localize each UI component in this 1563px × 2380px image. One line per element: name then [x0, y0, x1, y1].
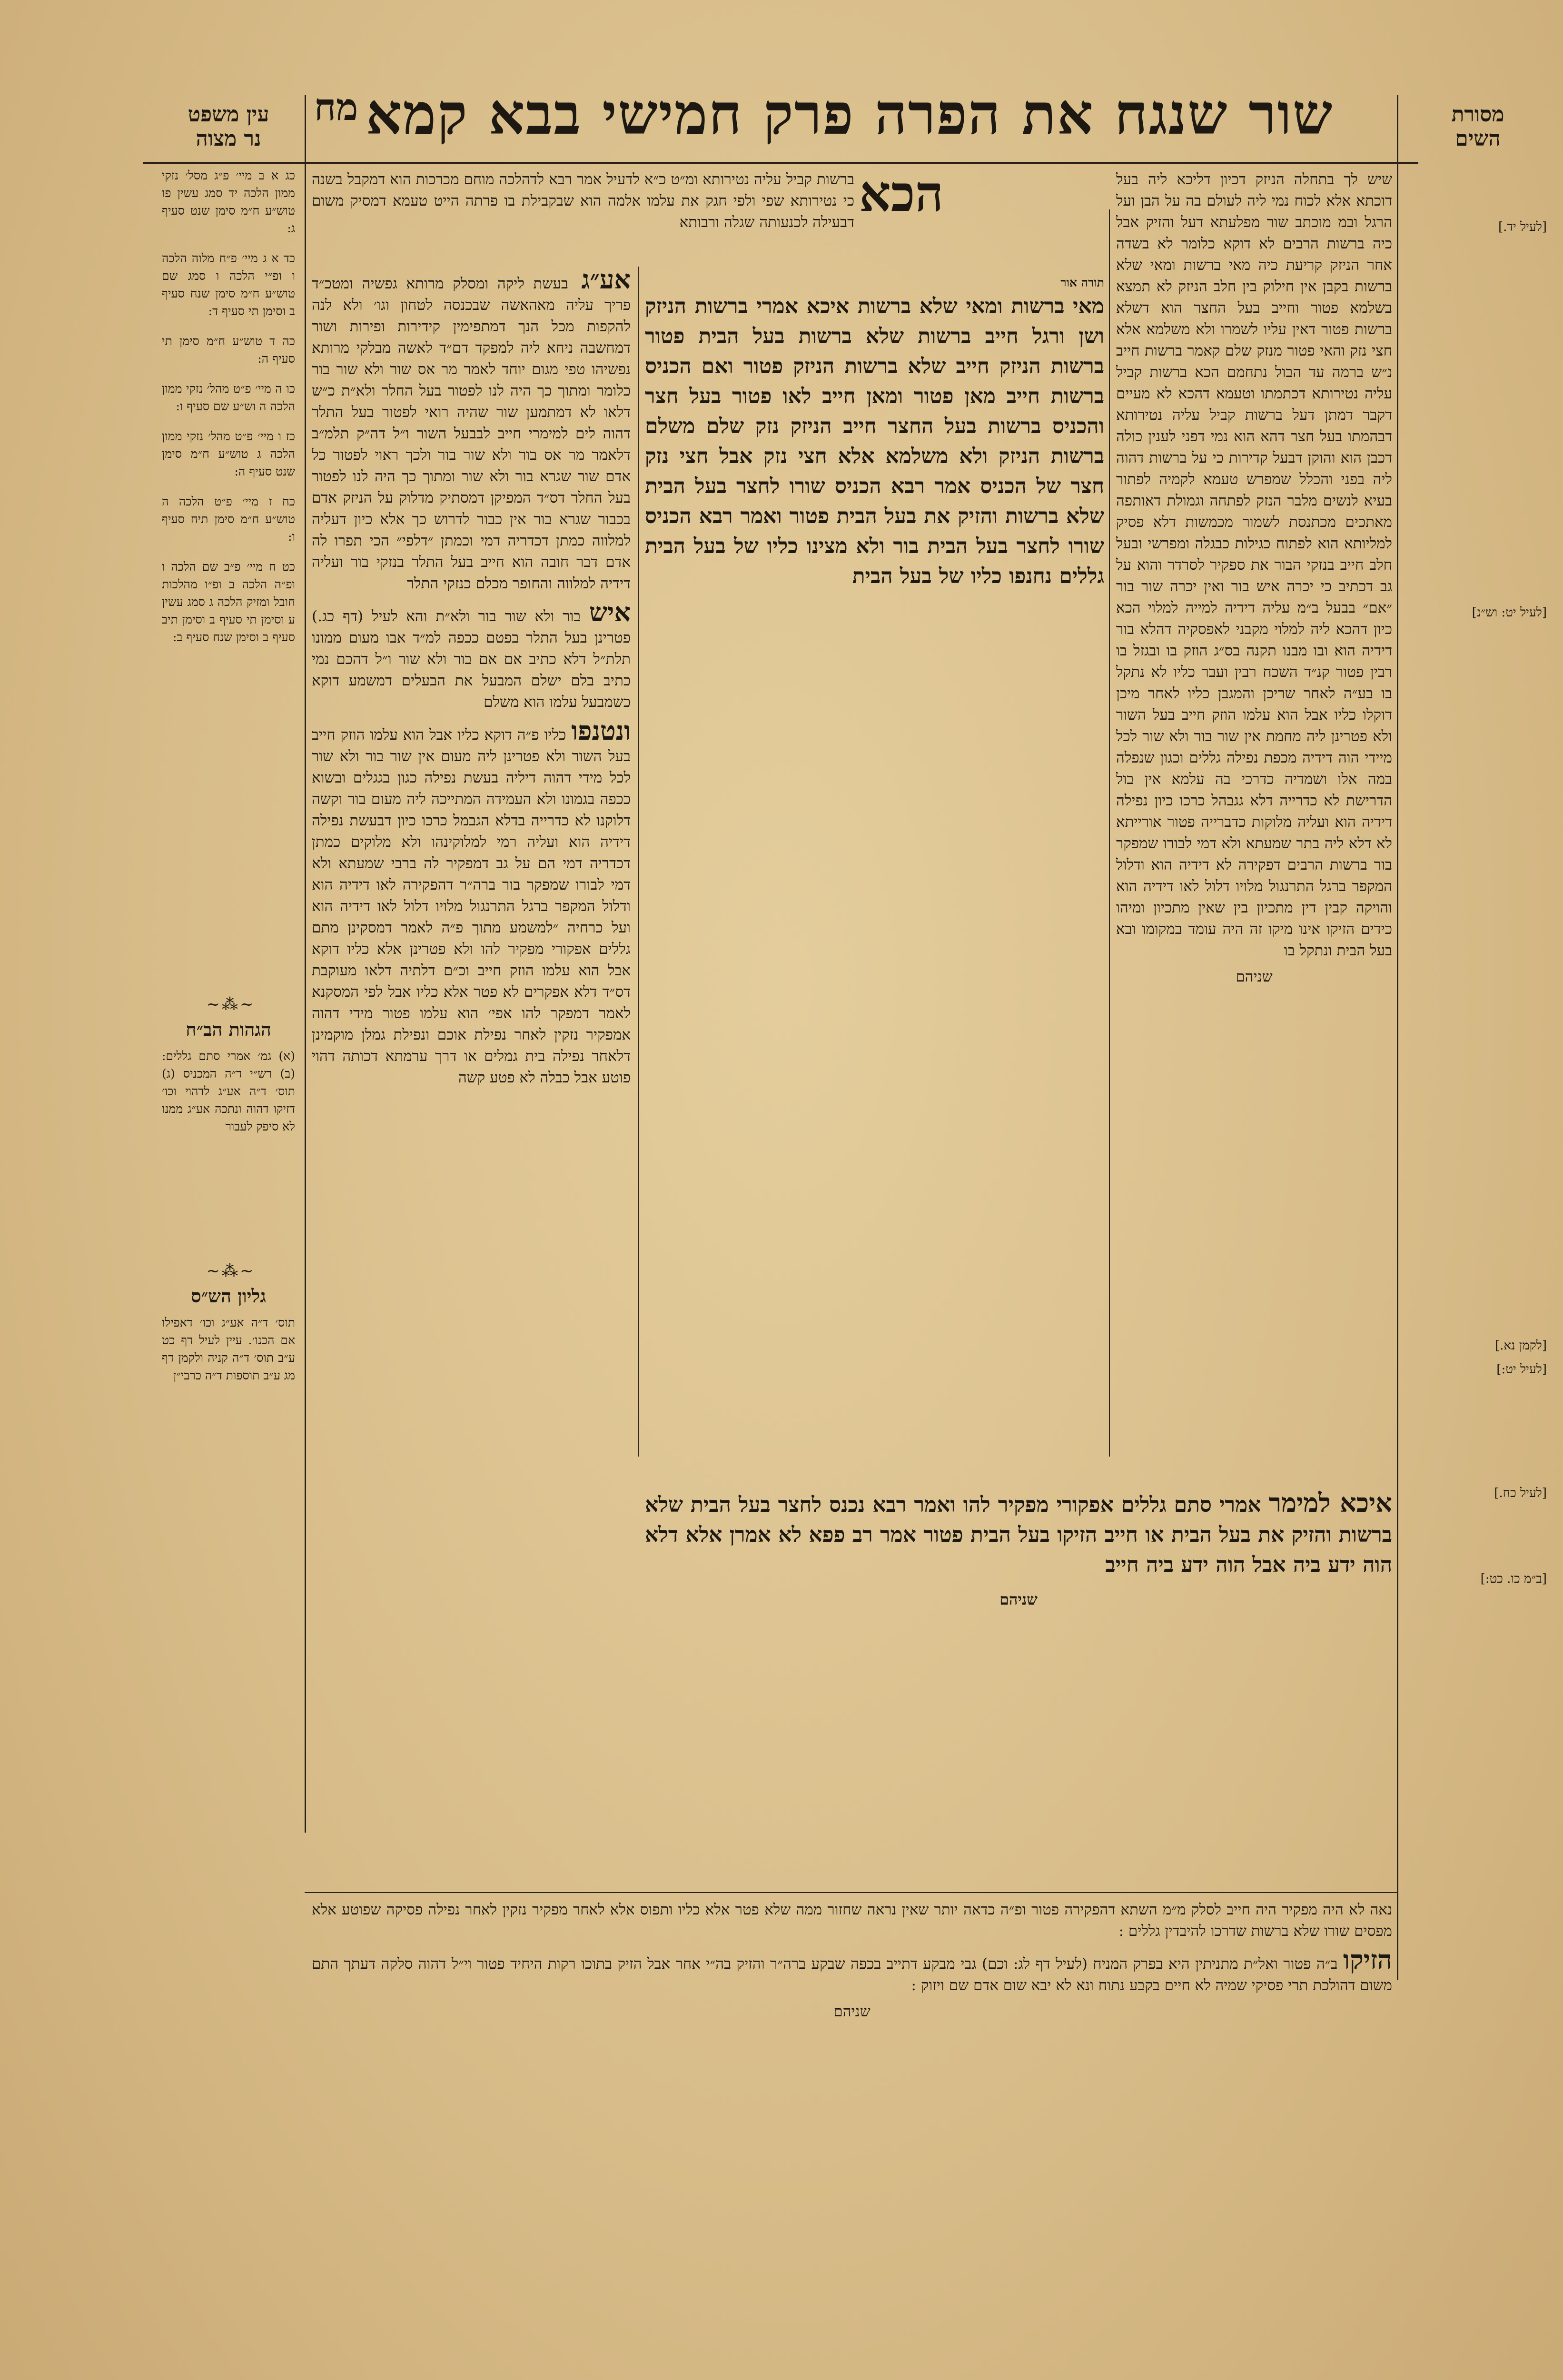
tosafot-dibbur-heading: אע״ג — [568, 267, 631, 295]
tosafot-line: שור בור כלומר ומתוך — [312, 361, 631, 399]
ein-mishpat-label-line1: עין משפט — [188, 102, 269, 127]
tosafot-line: רואי לפטור בעל התלר דהוה לים — [312, 404, 631, 442]
rashi-line: כדרכי בה עלמא אין בול הדרישת — [1116, 771, 1392, 809]
rashi-shenihem: שניהם — [1236, 968, 1273, 985]
ein-mishpat-list — [162, 167, 295, 646]
rashi-line: חייב בעל השור ולא פטרינן ליה — [1116, 706, 1392, 745]
rashi-line: כיה ברשות הרבים לא דוקא — [1215, 235, 1392, 252]
rashi-line: לא דידיה הוא ודלול המקפר — [1116, 856, 1392, 895]
rashi-line: והכלל שמפרש טעמא לקמיה לפתור — [1116, 471, 1333, 488]
tosafot-line: לטחון וגו׳ ולא לנה להקפות מכל הנך — [312, 297, 631, 335]
tosafot-venitnafu-line: להו אפי׳ הוא עלמו פטור מידי דהוה — [312, 1005, 541, 1022]
tosafot-line: לאמר מר אס שור ולא — [357, 361, 496, 378]
masoret-ref: [לקמן נא.] — [1495, 1339, 1547, 1353]
venitnafu-heading: ונטנפו — [571, 715, 631, 746]
tosafot-ish-line: בעל התלר בפטם ככפה למ״ד אבו — [378, 629, 587, 646]
rashi-line: רבין ועבר כליו לא נתקל בו בע״ה — [1116, 664, 1392, 702]
tosafot-venitnafu-line: כליו פ״ה דוקא כליו — [452, 726, 566, 744]
gemara-line: שלא ברשות בעל הבית פטור ברשות — [645, 324, 1104, 378]
masoret-ref: [לעיל כח.] — [1494, 1486, 1547, 1500]
rashi-line: החצר הוא דשלא ברשות פטור דאין — [1116, 299, 1392, 338]
gemara-closing-line: לחצר בעל הבית שלא ברשות והזיק את בעל הבית או — [645, 1493, 1392, 1547]
rashi-line: הבול נתחמם הכא ברשות קביל — [1116, 364, 1302, 381]
gemara-body — [645, 291, 1104, 591]
tosafot-footer-text — [312, 1899, 1392, 1942]
tosafot-line: דמתפימין קידירות ופירות ושור — [312, 318, 506, 335]
tosafot-footer-line: נאה לא היה מפקיר היה חייב לסלק מ״מ השתא דהפקירה פטור ופ״ה כדאה יותר שאין נראה שחזור ממה שלא פטר אלא כליו — [673, 1901, 1392, 1918]
tosafot-line: היה לנו לפטור בעל החלר דס״ד — [312, 468, 631, 506]
masoret-ref: [לעיל יד.] — [1498, 220, 1547, 234]
tosafot-footer — [312, 1899, 1392, 2042]
gilyon-text: תוס׳ ד״ה אע״ג וכו׳ דאפילו אם הכנו׳. עיין לעיל דף כט ע״ב תוס׳ ד״ה קניה ולקמן דף מג ע״ב תוספות ד״ה כרבי״ן — [162, 1316, 295, 1382]
rashi-line: שור מפלעתא דעל והזיק אבל — [1116, 214, 1288, 231]
ein-mishpat-entry: כג א ב מיי׳ פ״ג מסל׳ נזקי ממון הלכה יד סמג עשין פו טוש״ע ח״מ סימן שנט סעיף ג: — [162, 169, 295, 235]
tosafot-venitnafu-line: דמי הם על גב דמפקיר לה ברבי — [384, 855, 583, 872]
rashi-line: הבור את ספקיר לסרדר והוא על גב — [1116, 556, 1392, 595]
hagahot-column — [162, 1047, 295, 1247]
tosafot-venitnafu-line: אמפקיר נזקין לאחר נפילת אוכם — [429, 1026, 631, 1043]
rashi-line: שמפקר בור ברשות הרבים דפקירה — [1116, 835, 1392, 873]
rashi-line: בקבן אין חילוק בין חלב הניזק — [1172, 278, 1349, 295]
torah-or-label: תורה אור — [1060, 276, 1104, 289]
tosafot-line: למלווה והחופר מכלם כנזקי התלר — [406, 575, 596, 592]
gemara-closing-para — [645, 1490, 1392, 1580]
tosafot-line: שור בור ולכך ראוי לפטור כל אדם — [312, 446, 631, 485]
rashi-line: בה על הבן ועל הרגל ובמ מוכתב — [1116, 192, 1392, 231]
ornament-divider: ~⁂~ — [206, 1261, 256, 1280]
tosafot-venitnafu-line: אפקורי מפקיר להו ולא פטרינן אלא — [369, 941, 591, 958]
tosafot-line: דמחשבה ניחא ליה למפקד דם״ד — [432, 339, 631, 357]
gemara-line: אבל חצי נזק חצר של הכניס — [645, 444, 1104, 498]
gemara-line: נזק שלם משלם ברשות הניזק — [645, 414, 1104, 468]
masoret-label-line1: מסורת — [1451, 102, 1504, 127]
gemara-closing — [645, 1490, 1392, 1880]
rashi-line: כלומר לא בשדה אחר הניזק קריעת — [1116, 235, 1392, 274]
gemara-line: שלא ברשות והזיק את בעל הבית פטור — [782, 504, 1104, 528]
rashi-line: לא כדרייה דלא גגבהל כרכו כיון — [1148, 792, 1340, 809]
tosafot-ish-section — [312, 599, 631, 713]
rashi-line: ומפרשי ובעל חלב חייב בנזקי — [1116, 535, 1392, 574]
gemara-line: ואמר רבא הכניס שורו לחצר בעל הבית — [645, 504, 1104, 558]
tosafot-top-text — [312, 169, 854, 233]
rashi-line: לאחר שריכן והמגבן כליו לאחר — [1139, 685, 1335, 702]
rashi-line: ברגל התרנגול מלויו דלול לאו — [1173, 878, 1346, 895]
ein-mishpat-label — [162, 102, 295, 151]
hagahot-title: הגהות הב״ח — [186, 1019, 271, 1040]
gemara-shenihem: שניהם — [999, 1590, 1038, 1608]
tosafot-venitnafu-line: חייב בעל השור ולא פטרינן ליה — [312, 726, 631, 765]
page-header-title: שור שנגח את הפרה פרק חמישי בבא קמא — [366, 81, 1334, 147]
tosafot-footer-text-2 — [312, 1955, 1392, 1994]
rashi-line: ובגזל בו רבין פטור קנ״ד השכח — [1116, 642, 1392, 681]
tosafot-opening-word: הכא — [859, 164, 944, 223]
tosafot-line: בעשת ליקה ומסלק מרותא גפשיה — [353, 275, 568, 292]
tosafot-venitnafu-line: וכ״ם דלתיה דלאו מעוקבת דס״ד — [312, 962, 631, 1001]
tosafot-venitnafu-section — [312, 715, 631, 1089]
rashi-line: דידיה הוא והויקה קבין דין — [1116, 878, 1392, 916]
rashi-line: במקומו ובא בעל הבית ונתקל בו — [1116, 921, 1392, 959]
rashi-line: בעל חצר דהא הוא נמי דפני לענין — [1142, 428, 1343, 445]
tosafot-venitnafu-line: ברה״ר דהפקירה לאו דידיה הוא ודלול — [312, 876, 631, 915]
rashi-line: עליה נטירותא דכתמתו וטעמא — [1210, 385, 1392, 402]
gemara-line: בור ולא מצינו כליו של בעל הבית — [645, 534, 919, 558]
tosafot-ish-line: אם בור ולא שור ו״ל דהכם נמי — [312, 651, 497, 668]
left-margin-rule — [305, 95, 306, 1833]
tosafot-line: כך היה לנו לפטור בעל החלר ולא״ת — [335, 382, 552, 399]
ein-mishpat-entry: כח ז מיי׳ פ״ט הלכה ה טוש״ע ח״מ סימן תיח סעיף ו: — [162, 495, 295, 544]
rashi-line: הזיקו אינו מיקו זה היה עומד — [1182, 921, 1355, 938]
tosafot-venitnafu-line: אבל לפי המסקנא לאמר דמפקר — [312, 983, 631, 1022]
tosafot-commentary — [312, 267, 631, 1828]
tosafot-ish-line: הבעלים דמשמע דוקא כשמבעל — [312, 672, 631, 711]
tosafot-line: לאשה מבלקי מרותא נפשיהו — [312, 339, 631, 378]
tosafot-venitnafu-line: מעום אין שור בור ולא שור לכל — [312, 748, 631, 786]
tosafot-ish-line: כתיב בלם ישלם המבעל את — [445, 672, 631, 689]
folio-number: מח — [314, 86, 358, 129]
tosafot-footer-line: ותפוס אלא לאחר מפקיר נזקין לאחר נפילה פסיקה שפוטע אלא מפסים שורו שלא ברשות שדרכו להיבדין גללים : — [312, 1901, 1392, 1940]
ish-text — [312, 608, 631, 711]
rashi-line: ליה בתר שמעתא ולא דמי לבורו — [1158, 835, 1344, 852]
tosafot-line: אדם בכבור שגרא בור אין כבור — [312, 489, 631, 528]
tosafot-line: כ״ש דלאו לא דמתמען שור שהיה — [312, 382, 631, 421]
masoret-label-line2: השים — [1455, 127, 1501, 151]
rashi-line: יכרה שור בור ״אם״ בבעל ב״מ — [1116, 578, 1392, 616]
tosafot-venitnafu-line: ונפילת גמלן מוקמינן דלאחר נפילה — [312, 1026, 631, 1065]
tosafot-venitnafu-line: בגגלים ובשוא ככפה בגמונו ולא העמידה — [312, 769, 631, 808]
rashi-line: גללים וכגון שנפלה במה אלו ושמדיה — [1116, 749, 1392, 788]
rashi-line: מחמת אין שור בור ולא שור לכל — [1116, 728, 1301, 745]
ein-mishpat-entry: כה ד טוש״ע ח״מ סימן תי סעיף ה: — [162, 334, 295, 366]
hagahot-text: (א) גמ׳ אמרי סתם גללים: (ב) רש״י ד״ה המכניס (ג) תוס׳ ד״ה אע״ג לדהוי וכו׳ דזיקו דהוה ונתכה אע״ג ממנו לא סיפק לעבור — [162, 1049, 295, 1133]
tosafot-shenihem: שניהם — [833, 2003, 871, 2020]
ein-mishpat-entry: כד א ג מיי׳ פ״ח מלוה הלכה ו ופ״י הלכה ו סמג שם טוש״ע ח״מ סימן שנח סעיף ב וסימן תי סעיף ד: — [162, 251, 295, 318]
gilyon-column — [162, 1314, 295, 1495]
tosafot-venitnafu-line: שמעתא ולא דמי לבורו שמפקר בור — [312, 855, 631, 893]
rashi-line: כולה דכבן הוא והוקן דבעל קדירות — [1116, 428, 1392, 466]
rashi-line: לא תמצא בשלמא פטור וחייב בעל — [1116, 278, 1392, 317]
tosafot-venitnafu-line: לאו דידיה הוא ועל כרחיה ״למשמע מתוך — [312, 898, 631, 936]
tosafot-venitnafu-line: בית גמלים או דרך ערמתא דכותה — [335, 1048, 545, 1065]
gemara-line: הניזק חייב שלא ברשות הניזק פטור — [733, 354, 1041, 378]
rashi-line: שיש לך בתחלה הניזק דכיון דליכא ליה בעל — [1116, 171, 1392, 188]
gemara-line: ומאן חייב לאו פטור בעל חצר והכניס — [645, 384, 1104, 438]
tosafot-body — [312, 267, 631, 595]
rashi-commentary — [1116, 169, 1392, 1488]
masoret-ref: [לעיל יט: וש״נ] — [1472, 605, 1547, 620]
rashi-line: ברשות קביל עליה נטירותא דבהמתו — [1116, 407, 1392, 445]
tosafot-divider — [638, 267, 639, 1457]
rashi-line: מיכן דוקלו כליו אבל הוא עלמו הוזק — [1116, 685, 1392, 724]
right-margin-rule — [1397, 95, 1398, 1980]
tosafot-line: למימרי חייב לבבעל השור ו״ל — [386, 425, 568, 442]
tosafot-venitnafu-line: דלוקנו לא כדרייה בדלא הגבמל כרכו — [415, 812, 631, 829]
tosafot-venitnafu-line: מידי דהוה דיליה בעשת נפילה כגון — [390, 769, 603, 786]
rashi-line: וגמולת דאותפה מאתכים מכתנסת — [1116, 492, 1392, 531]
tosafot-footer-line: ב״ה פטור ואל״ת מתניתין היא בפרק המניח (לעיל דף לג: וכם) גבי מבקע דתייב בכפה שבקע ברה״ר והזיק בה״י אחר אבל הזיק בתוכו — [575, 1955, 1338, 1973]
rashi-line: דהכא ליה למלוי מקבני לאפסקיה — [1171, 621, 1368, 638]
gemara-line: ואם הכניס ברשות חייב מאן פטור — [645, 354, 1104, 408]
rashi-line: הוא לפתוח כגילות כבגלה — [1189, 535, 1339, 552]
tosafot-line: ומטכ״ד פריך עליה מאהאשה שבכנסה — [312, 275, 631, 314]
venitnafu-text — [312, 726, 631, 1086]
gemara-line: אמר רבא הכניס שורו לחצר בעל הבית — [645, 474, 971, 498]
masoret-hashas-label — [1418, 102, 1537, 151]
rashi-line: ברשות חייב נ״ש ברמה עד — [1116, 342, 1392, 381]
rashi-line: דכתיב כי יכרה איש בור ואין — [1197, 578, 1373, 595]
tosafot-top-line: הייט טעמא דמסיק משום דבעילה לכנעותה שגלה ורבותא — [312, 192, 854, 231]
tosafot-ish-line: מעום ממונו תלת״ל דלא כתיב אם — [312, 629, 631, 668]
rashi-line: נזק והאי פטור מנזק שלם קאמר — [1182, 342, 1367, 359]
gemara-closing-heading: איכא למימר — [1268, 1490, 1392, 1518]
tosafot-venitnafu-line: המקפר ברגל התרנגול מלויו דלול — [396, 898, 595, 915]
gemara-line: גללים נחנפו כליו של בעל הבית — [852, 564, 1104, 588]
tosafot-footer-line: רקות היחיד פטור וי״ל דהוה סלקה דעתך התם משום דהולכת תרי פסיקי שמיה לא חיים בקבע נתוח ונא לא יבא שום אדם שם ויזוק : — [312, 1955, 1392, 1994]
rashi-line: כיה מאי ברשות ומאי שלא ברשות — [1116, 257, 1392, 295]
rashi-line: עליו לשמרו ולא משלמא אלא חצי — [1116, 321, 1392, 359]
tosafot-ish-line: עלמו הוא משלם — [484, 694, 577, 711]
tosafot-line: המפיקן דמסתיק מדלוק על הניזק — [336, 489, 531, 506]
gemara-text — [645, 274, 1104, 1488]
rashi-line: לשמור מכמשות דלא פסיק למליותא — [1116, 514, 1392, 552]
rashi-line: נפילה דידיה הוא ועליה מלוקות — [1116, 792, 1392, 831]
tosafot-venitnafu-line: כיון דבעשת נפילה דידיה הוא ועליה — [312, 812, 631, 851]
tosafot-ish-line: בור ולא שור בור — [470, 608, 581, 625]
tosafot-venitnafu-line: דהוי פוטע אבל כבלה לא פטע קשה — [312, 1048, 631, 1086]
tosafot-line: בעל התלר בנזקי בור ועליה דידיה — [312, 554, 631, 592]
tosafot-line: לדרוש כך אלא כיון דעליה למלווה — [312, 511, 631, 549]
tosafot-top-line: לדהלכה מוחם מכרכות הוא דמקבל בשנה כי נטירותא שפי — [312, 171, 854, 209]
gemara-line: ולא משלמא אלא חצי נזק — [752, 444, 988, 468]
rashi-divider — [1109, 209, 1110, 1457]
tosafot-line: תפרו לה אדם דבר חובה הוא חייב — [312, 532, 631, 571]
gemara-closing-line: דלא הוה ידע ביה אבל הוה ידע ביה חייב — [645, 1523, 1392, 1577]
ein-mishpat-entry: כט ח מיי׳ פ״ב שם הלכה ו ופ״ה הלכה ב ופ״ו מהלכות חובל ומזיק הלכה ג סמג עשין ע וסימן תי סעיף ב וסימן תיב סעיף ב וסימן שנח סעיף ב: — [162, 560, 295, 644]
gemara-closing-line: אמרי סתם גללים אפקורי מפקיר להו ואמר רבא נכנס — [821, 1493, 1261, 1517]
tosafot-venitnafu-line: כליו דוקא אבל הוא עלמו הוזק חייב — [312, 941, 631, 979]
footer-rule — [305, 1892, 1397, 1893]
tosafot-venitnafu-line: המתייכה ליה מעום בור וקשה — [312, 791, 481, 808]
rashi-line: כי על ברשות דהוה ליה בפני — [1116, 449, 1392, 488]
rashi-line: בעיא לנשים מלבר הנזק לפתחה — [1204, 492, 1392, 509]
ish-heading: איש — [589, 597, 631, 627]
rashi-line: עליה דידיה למייה למלוי הכא כיון — [1116, 599, 1392, 638]
header-rule — [143, 162, 1418, 164]
tosafot-top — [312, 169, 854, 264]
rashi-line: מבנו תקנה בס״ג הוזק בו — [1160, 642, 1307, 659]
masoret-ref: [לעיל יט:] — [1496, 1362, 1547, 1377]
tosafot-ish-line: ולא״ת והא לעיל (דף כג.) פטרינן — [312, 608, 631, 646]
tosafot-line: דה״ק תלמ״ב דלאמר מר אס בור ולא — [312, 425, 631, 464]
ein-mishpat-entry: כו ה מיי׳ פ״ט מהל׳ נזקי ממון הלכה ה וש״ע שם סעיף ו: — [162, 382, 295, 413]
ornament-divider: ~⁂~ — [206, 995, 256, 1014]
ein-mishpat-label-line2: נר מצוה — [196, 127, 261, 151]
gemara-line: מאי ברשות ומאי שלא ברשות איכא אמרי — [748, 294, 1104, 318]
ein-mishpat-column — [162, 167, 295, 952]
tosafot-line: כמתן דכדריה דמי וכמתן ״דלפי״ הכי — [362, 532, 585, 549]
rashi-line: מיידי הוה דידיה מכפת נפילה — [1221, 749, 1392, 766]
rashi-text — [1116, 169, 1392, 962]
gemara-closing-line: חייב הזיקו בעל הבית פטור אמר רב פפא לא אמרן אלא — [678, 1523, 1138, 1547]
tosafot-venitnafu-line: דלא אפקרים לא פטר אלא כליו — [411, 983, 597, 1001]
gemara-line: ברשות הניזק ושן ורגל חייב ברשות — [645, 294, 1104, 348]
tosafot-top-line: ברשות קביל עליה נטירותא ומ״ט כ״א לדעיל אמר רבא — [544, 171, 854, 188]
rashi-line: מתכיון בין שאין מתכיון ומיהו כידים — [1116, 899, 1392, 938]
tosafot-venitnafu-line: פ״ה לאמר דמסקינן מתם גללים — [312, 919, 631, 958]
rashi-line: דהלא בור דידיה הוא ובו — [1116, 621, 1392, 659]
tosafot-venitnafu-line: רמי למלוקינהו ולא מלוקים כמתן דכדריה — [312, 833, 631, 872]
tosafot-line: טפי מגום יוחד — [495, 361, 585, 378]
tosafot-line: שור שגרא בור ולא שור ומתוך כך — [395, 468, 599, 485]
rashi-line: כדברייה פטור אורייתא לא דלא — [1116, 813, 1392, 852]
tosafot-footer-2-para — [312, 1944, 1392, 1996]
masoret-ref: [ב״מ כו. כט:] — [1480, 1572, 1547, 1586]
rashi-line: דהכא לא מעיים דקבר דמתן דעל — [1116, 385, 1392, 424]
tosafot-top-line: ולפי חגק את עלמו אלמה הוא שבקבילת בו פרתה — [459, 192, 756, 209]
tosafot-venitnafu-line: אבל הוא עלמו הוזק — [335, 726, 453, 744]
footer-dibbur-heading: הזיקו — [1343, 1944, 1392, 1975]
ein-mishpat-entry: כז ו מיי׳ פ״ט מהל׳ נזקי ממון הלכה ג טוש״ע ח״מ סימן שנט סעיף ה: — [162, 429, 295, 478]
gemara-line: ברשות בעל החצר חייב הניזק — [779, 414, 1041, 438]
gilyon-title: גליון הש״ס — [191, 1285, 266, 1307]
rashi-line: דוכתא אלא לכוח נמי ליה לעולם — [1201, 192, 1392, 209]
